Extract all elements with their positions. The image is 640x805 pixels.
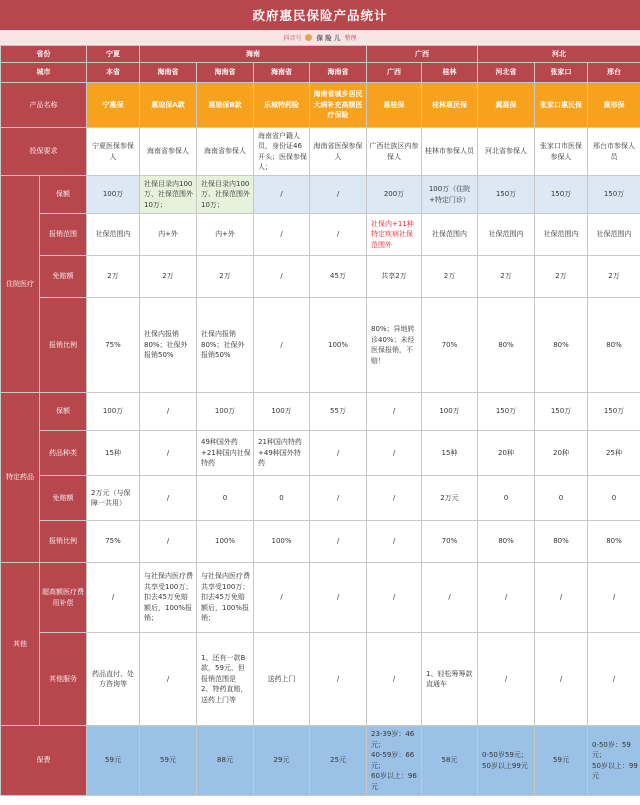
inp-coverage-cell: / xyxy=(310,176,367,214)
city-label: 城市 xyxy=(1,63,87,83)
inp-ratio-label: 报销比例 xyxy=(40,298,87,393)
city-cell: 河北省 xyxy=(478,63,535,83)
inp-deductible-cell: 2万 xyxy=(588,256,640,298)
requirement-cell: 海南省户籍人员，身份证46开头；医保参保人； xyxy=(254,128,310,176)
inp-scope-cell: 内+外 xyxy=(197,214,254,256)
extra-cell: / xyxy=(422,563,478,633)
extra-cell: 与社保内医疗费共享受100万；扣去45万免赔额后，100%报销； xyxy=(140,563,197,633)
inp-scope-cell: 社保范围内 xyxy=(87,214,140,256)
subtitle-right: 整理 xyxy=(344,35,357,42)
city-cell: 海南省 xyxy=(254,63,310,83)
subtitle-left: 抖音号 xyxy=(283,35,302,42)
sp-coverage-cell: 100万 xyxy=(197,393,254,431)
sp-types-cell: 21种国内特药+49种国外特药 xyxy=(254,431,310,476)
product-cell: 桂林惠民保 xyxy=(422,83,478,128)
extra-cell: / xyxy=(310,563,367,633)
inp-deductible-cell: / xyxy=(254,256,310,298)
premium-cell: 0-50岁：59元； 50岁以上：99元 xyxy=(588,726,640,796)
extra-cell: / xyxy=(87,563,140,633)
sp-ratio-label: 报销比例 xyxy=(40,521,87,563)
sp-coverage-cell: 100万 xyxy=(254,393,310,431)
province-hebei: 河北 xyxy=(478,46,640,63)
inp-ratio-cell: 社保内报销80%；社保外报销50% xyxy=(140,298,197,393)
sp-ratio-cell: 80% xyxy=(588,521,640,563)
sp-ratio-cell: 70% xyxy=(422,521,478,563)
inp-deductible-row xyxy=(1,256,640,298)
inp-scope-cell: / xyxy=(310,214,367,256)
page-title: 政府惠民保险产品统计 xyxy=(0,0,640,30)
insurance-table xyxy=(0,45,640,796)
product-label: 产品名称 xyxy=(1,83,87,128)
sp-coverage-cell: 150万 xyxy=(478,393,535,431)
premium-row xyxy=(1,726,640,796)
product-cell: 张家口惠民保 xyxy=(535,83,588,128)
inp-ratio-row xyxy=(1,298,640,393)
inp-coverage-cell: 社保目录内100万、社保范围外10万； xyxy=(140,176,197,214)
inp-deductible-cell: 2万 xyxy=(535,256,588,298)
inp-ratio-cell: 100% xyxy=(310,298,367,393)
sp-types-row xyxy=(1,431,640,476)
subtitle-bar xyxy=(0,30,640,45)
inp-scope-label: 报销范围 xyxy=(40,214,87,256)
inp-coverage-cell: 150万 xyxy=(535,176,588,214)
province-guangxi: 广西 xyxy=(367,46,478,63)
sp-ratio-cell: 100% xyxy=(254,521,310,563)
product-row xyxy=(1,83,640,128)
services-cell: / xyxy=(367,633,422,726)
sp-deductible-row xyxy=(1,476,640,521)
premium-cell: 29元 xyxy=(254,726,310,796)
services-cell: 1、还有一款B款，59元，但报销范围是 2、特药直赔，送药上门等 xyxy=(197,633,254,726)
sp-deductible-cell: / xyxy=(140,476,197,521)
product-cell: 宁惠保 xyxy=(87,83,140,128)
brand-name: 保 险 儿 xyxy=(316,34,341,42)
city-cell: 海南省 xyxy=(310,63,367,83)
extra-cell: / xyxy=(367,563,422,633)
inp-scope-cell: 社保范围内 xyxy=(422,214,478,256)
services-cell: 药品直付、处方咨询等 xyxy=(87,633,140,726)
premium-cell: 59元 xyxy=(140,726,197,796)
city-cell: 邢台 xyxy=(588,63,640,83)
sp-types-label: 药品种类 xyxy=(40,431,87,476)
sp-coverage-cell: 150万 xyxy=(588,393,640,431)
sp-types-cell: / xyxy=(140,431,197,476)
inp-ratio-cell: 75% xyxy=(87,298,140,393)
sp-coverage-label: 保额 xyxy=(40,393,87,431)
extra-cell: 与社保内医疗费共享受100万；扣去45万免赔额后，100%报销； xyxy=(197,563,254,633)
sp-coverage-row xyxy=(1,393,640,431)
inp-coverage-cell: 150万 xyxy=(588,176,640,214)
sp-coverage-cell: 100万 xyxy=(87,393,140,431)
sp-types-cell: 15种 xyxy=(422,431,478,476)
other-section-label: 其他 xyxy=(1,563,40,726)
premium-cell: 25元 xyxy=(310,726,367,796)
sp-coverage-cell: 100万 xyxy=(422,393,478,431)
inpatient-section-label: 住院医疗 xyxy=(1,176,40,393)
sp-ratio-cell: / xyxy=(140,521,197,563)
requirement-cell: 海南省参保人 xyxy=(197,128,254,176)
requirement-cell: 海南省参保人 xyxy=(140,128,197,176)
sp-deductible-cell: 2万元（与保障一共用） xyxy=(87,476,140,521)
services-cell: / xyxy=(478,633,535,726)
sp-ratio-cell: 75% xyxy=(87,521,140,563)
product-cell: 惠琼保A款 xyxy=(140,83,197,128)
inp-ratio-cell: 70% xyxy=(422,298,478,393)
inp-deductible-cell: 45万 xyxy=(310,256,367,298)
inp-coverage-cell: 社保目录内100万、社保范围外10万； xyxy=(197,176,254,214)
services-cell: / xyxy=(535,633,588,726)
inp-scope-cell: 社保范围内 xyxy=(535,214,588,256)
inp-ratio-cell: 80% xyxy=(535,298,588,393)
inp-coverage-cell: 200万 xyxy=(367,176,422,214)
inp-coverage-cell: 150万 xyxy=(478,176,535,214)
inp-deductible-label: 免赔额 xyxy=(40,256,87,298)
extra-cell: / xyxy=(254,563,310,633)
sp-deductible-cell: 0 xyxy=(588,476,640,521)
inp-deductible-cell: 2万 xyxy=(140,256,197,298)
inp-scope-cell: / xyxy=(254,214,310,256)
services-label: 其他服务 xyxy=(40,633,87,726)
city-cell: 广西 xyxy=(367,63,422,83)
services-cell: 送药上门 xyxy=(254,633,310,726)
sp-types-cell: / xyxy=(310,431,367,476)
brand-logo-icon xyxy=(305,34,312,41)
special-drug-section-label: 特定药品 xyxy=(1,393,40,563)
extra-label: 超高额医疗费用补偿 xyxy=(40,563,87,633)
requirement-label: 投保要求 xyxy=(1,128,87,176)
extra-cell: / xyxy=(535,563,588,633)
inp-scope-cell: 社保内+11种特定疾病社保范围外 xyxy=(367,214,422,256)
city-cell: 本省 xyxy=(87,63,140,83)
sp-coverage-cell: / xyxy=(140,393,197,431)
inp-coverage-cell: 100万 xyxy=(87,176,140,214)
city-cell: 海南省 xyxy=(197,63,254,83)
sp-deductible-cell: 0 xyxy=(478,476,535,521)
product-cell: 乐城特药险 xyxy=(254,83,310,128)
services-cell: / xyxy=(588,633,640,726)
requirement-row xyxy=(1,128,640,176)
sp-ratio-cell: 80% xyxy=(535,521,588,563)
sp-deductible-cell: / xyxy=(310,476,367,521)
sp-ratio-cell: 100% xyxy=(197,521,254,563)
product-cell: 惠桂保 xyxy=(367,83,422,128)
product-cell: 海南省城乡居民大病补充高额医疗保险 xyxy=(310,83,367,128)
inp-scope-cell: 社保范围内 xyxy=(478,214,535,256)
inp-coverage-label: 保额 xyxy=(40,176,87,214)
sp-coverage-cell: / xyxy=(367,393,422,431)
inp-ratio-cell: / xyxy=(254,298,310,393)
services-cell: 1、轻松筹筹款直通车 xyxy=(422,633,478,726)
city-row xyxy=(1,63,640,83)
sp-deductible-cell: / xyxy=(367,476,422,521)
province-ningxia: 宁夏 xyxy=(87,46,140,63)
sp-ratio-row xyxy=(1,521,640,563)
premium-cell: 59元 xyxy=(87,726,140,796)
inp-scope-cell: 内+外 xyxy=(140,214,197,256)
sp-ratio-cell: 80% xyxy=(478,521,535,563)
sp-types-cell: 25种 xyxy=(588,431,640,476)
premium-cell: 23-39岁：46元； 40-59岁：66元； 60岁以上：96元 xyxy=(367,726,422,796)
inp-coverage-cell: / xyxy=(254,176,310,214)
sp-coverage-cell: 55万 xyxy=(310,393,367,431)
product-cell: 惠邢保 xyxy=(588,83,640,128)
sp-types-cell: 20种 xyxy=(478,431,535,476)
inp-deductible-cell: 共享2万 xyxy=(367,256,422,298)
sp-types-cell: 20种 xyxy=(535,431,588,476)
sp-deductible-label: 免赔额 xyxy=(40,476,87,521)
premium-cell: 58元 xyxy=(422,726,478,796)
city-cell: 张家口 xyxy=(535,63,588,83)
inp-deductible-cell: 2万 xyxy=(197,256,254,298)
province-row xyxy=(1,46,640,63)
inp-coverage-cell: 100万（住院+特定门诊） xyxy=(422,176,478,214)
sp-types-cell: / xyxy=(367,431,422,476)
sp-types-cell: 49种国外药+21种国内社保特药 xyxy=(197,431,254,476)
services-cell: / xyxy=(140,633,197,726)
sp-coverage-cell: 150万 xyxy=(535,393,588,431)
city-cell: 海南省 xyxy=(140,63,197,83)
extra-cell: / xyxy=(478,563,535,633)
inp-ratio-cell: 社保内报销80%；社保外报销50% xyxy=(197,298,254,393)
inp-coverage-row xyxy=(1,176,640,214)
province-hainan: 海南 xyxy=(140,46,367,63)
sp-types-cell: 15种 xyxy=(87,431,140,476)
product-cell: 惠琼保B款 xyxy=(197,83,254,128)
premium-cell: 88元 xyxy=(197,726,254,796)
requirement-cell: 张家口市医保参保人 xyxy=(535,128,588,176)
premium-cell: 59元 xyxy=(535,726,588,796)
requirement-cell: 河北省参保人 xyxy=(478,128,535,176)
inp-ratio-cell: 80%；异地转诊40%；未经医保报销，不赔！ xyxy=(367,298,422,393)
services-cell: / xyxy=(310,633,367,726)
sp-deductible-cell: 0 xyxy=(254,476,310,521)
sp-ratio-cell: / xyxy=(367,521,422,563)
sp-ratio-cell: / xyxy=(310,521,367,563)
inp-ratio-cell: 80% xyxy=(478,298,535,393)
inp-ratio-cell: 80% xyxy=(588,298,640,393)
requirement-cell: 宁夏医保参保人 xyxy=(87,128,140,176)
services-row xyxy=(1,633,640,726)
requirement-cell: 桂林市参保人员 xyxy=(422,128,478,176)
inp-deductible-cell: 2万 xyxy=(478,256,535,298)
inp-deductible-cell: 2万 xyxy=(87,256,140,298)
requirement-cell: 海南省医保参保人 xyxy=(310,128,367,176)
inp-deductible-cell: 2万 xyxy=(422,256,478,298)
premium-label: 保费 xyxy=(1,726,87,796)
sp-deductible-cell: 0 xyxy=(535,476,588,521)
sp-deductible-cell: 0 xyxy=(197,476,254,521)
requirement-cell: 广西壮族区内参保人 xyxy=(367,128,422,176)
inp-scope-cell: 社保范围内 xyxy=(588,214,640,256)
inp-scope-row xyxy=(1,214,640,256)
province-label: 省份 xyxy=(1,46,87,63)
extra-row xyxy=(1,563,640,633)
city-cell: 桂林 xyxy=(422,63,478,83)
requirement-cell: 邢台市参保人员 xyxy=(588,128,640,176)
product-cell: 冀惠保 xyxy=(478,83,535,128)
premium-cell: 0-50岁59元； 50岁以上99元 xyxy=(478,726,535,796)
sp-deductible-cell: 2万元 xyxy=(422,476,478,521)
extra-cell: / xyxy=(588,563,640,633)
